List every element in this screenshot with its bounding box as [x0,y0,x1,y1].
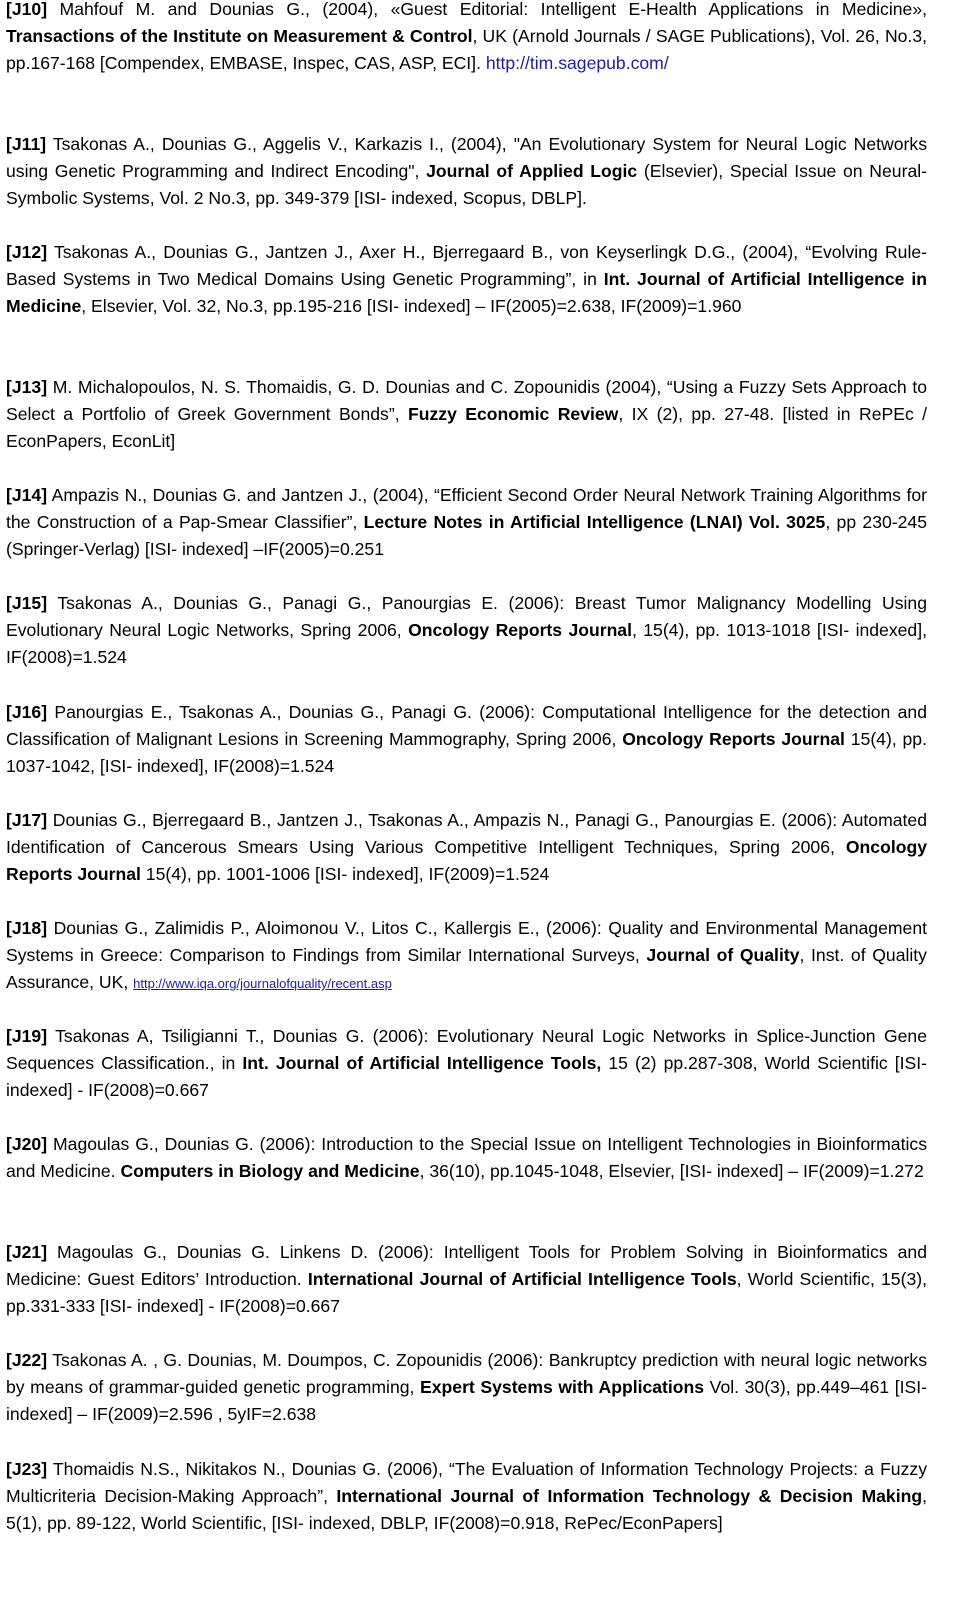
reference-text: Tsakonas A., Dounias G., Jantzen J., Axer H., Bjerregaard B., von Keyserlingk D.G., (2004), “Evolving Rule-Based Systems in Two Medical Domains Using Genetic Programming”, in [6,242,927,290]
reference-entry [6,699,927,780]
reference-entry [6,131,927,212]
reference-text: , World Scientific, 15(3), pp.331-333 [ISI- indexed] - IF(2008)=0.667 [6,1269,927,1317]
journal-title: International Journal of Artificial Intelligence Tools [307,1269,737,1290]
reference-text: Magoulas G., Dounias G. Linkens D. (2006): Intelligent Tools for Problem Solving in Bioinformatics and Medicine: Guest Editors’ Introduction. [6,1242,927,1290]
reference-entry [6,807,927,888]
journal-title: Int. Journal of Artificial Intelligence in Medicine [6,269,928,317]
reference-text: , pp 230-245 (Springer-Verlag) [ISI- indexed] –IF(2005)=0.251 [6,512,927,560]
journal-title: Fuzzy Economic Review [407,404,619,425]
journal-title: International Journal of Information Technology & Decision Making [336,1486,923,1507]
reference-entry [6,590,927,671]
reference-id: [J10] [6,0,48,19]
reference-entry [6,0,927,77]
reference-text: , Elsevier, Vol. 32, No.3, pp.195-216 [ISI- indexed] – IF(2005)=2.638, IF(2009)=1.960 [81,296,742,317]
reference-id: [J14] [6,485,48,505]
reference-text: Thomaidis N.S., Nikitakos N., Dounias G. (2006), “The Evaluation of Information Technology Projects: a Fuzzy Multicriteria Decision-Making Approach”, [6,1459,927,1507]
reference-text: 15 (2) pp.287-308, World Scientific [ISI- indexed] - IF(2008)=0.667 [6,1053,927,1101]
reference-id: [J11] [6,134,47,154]
reference-id: [J13] [6,377,48,397]
journal-title: Oncology Reports Journal [6,837,927,885]
journal-title: Computers in Biology and Medicine [120,1161,420,1182]
reference-entry [6,1239,927,1320]
reference-entry [6,1131,927,1185]
reference-entry [6,374,927,455]
reference-text: 15(4), pp. 1001-1006 [ISI- indexed], IF(2009)=1.524 [140,864,550,885]
journal-title: Oncology Reports Journal [622,729,845,750]
reference-id: [J17] [6,810,48,830]
reference-id: [J16] [6,702,48,722]
reference-link[interactable]: http://tim.sagepub.com/ [485,53,669,74]
reference-text: Vol. 30(3), pp.449–461 [ISI- indexed] – IF(2009)=2.596 , 5yIF=2.638 [6,1377,928,1425]
reference-text: Tsakonas A. , G. Dounias, M. Doumpos, C. Zopounidis (2006): Bankruptcy prediction with neural logic networks by means of grammar-guided genetic programming, [6,1350,927,1398]
reference-text: Tsakonas A., Dounias G., Panagi G., Panourgias E. (2006): Breast Tumor Malignancy Modelling Using Evolutionary Neural Logic Networks, Spring 2006, [6,593,927,641]
reference-entry [6,1456,927,1537]
journal-title: Journal of Quality [646,945,800,966]
reference-id: [J22] [6,1350,48,1370]
reference-text: Magoulas G., Dounias G. (2006): Introduction to the Special Issue on Intelligent Technologies in Bioinformatics and Medicine. [6,1134,927,1182]
reference-text: Panourgias E., Tsakonas A., Dounias G., Panagi G. (2006): Computational Intelligence for the detection and Classification of Malignant Lesions in Screening Mammography, Spring 2006, [6,702,927,750]
reference-link[interactable]: http://www.iqa.org/journalofquality/recent.asp [133,976,392,992]
reference-id: [J21] [6,1242,48,1262]
reference-entry [6,1023,927,1104]
journal-title: Journal of Applied Logic [426,161,638,182]
reference-text: , UK (Arnold Journals / SAGE Publications), Vol. 26, No.3, pp.167-168 [Compendex, EMBASE, Inspec, CAS, ASP, ECI]. [6,26,927,74]
reference-entry [6,482,927,563]
reference-id: [J23] [6,1459,48,1479]
journal-title: Transactions of the Institute on Measurement & Control [6,26,473,47]
reference-text: Tsakonas A., Dounias G., Aggelis V., Karkazis I., (2004), "An Evolutionary System for Neural Logic Networks using Genetic Programming and Indirect Encoding", [6,134,927,182]
reference-id: [J18] [6,918,48,938]
reference-text: , IX (2), pp. 27-48. [listed in RePEc / EconPapers, EconLit] [6,404,928,452]
journal-title: Lecture Notes in Artificial Intelligence (LNAI) Vol. 3025 [363,512,826,533]
reference-text: (Elsevier), Special Issue on Neural-Symbolic Systems, Vol. 2 No.3, pp. 349-379 [ISI- indexed, Scopus, DBLP]. [6,161,927,209]
reference-id: [J19] [6,1026,48,1046]
reference-id: [J20] [6,1134,48,1154]
reference-text: , Inst. of Quality Assurance, UK, [6,945,927,993]
reference-text: , 5(1), pp. 89-122, World Scientific, [ISI- indexed, DBLP, IF(2008)=0.918, RePec/EconPapers] [6,1486,927,1534]
reference-entry [6,1347,927,1428]
reference-entry [6,915,927,997]
reference-text: Dounias G., Bjerregaard B., Jantzen J., Tsakonas A., Ampazis N., Panagi G., Panourgias E. (2006): Automated Identification of Cancerous Smears Using Various Competitive Intelligent Techniques, Spring 2006, [6,810,927,858]
reference-text: M. Michalopoulos, N. S. Thomaidis, G. D. Dounias and C. Zopounidis (2004), “Using a Fuzzy Sets Approach to Select a Portfolio of Greek Government Bonds”, [6,377,927,425]
journal-title: Int. Journal of Artificial Intelligence Tools, [242,1053,602,1074]
reference-text: 15(4), pp. 1037-1042, [ISI- indexed], IF(2008)=1.524 [6,729,927,777]
reference-text: Mahfouf M. and Dounias G., (2004), «Guest Editorial: Intelligent E-Health Applications in Medicine», [47,0,927,19]
reference-text: Tsakonas A, Tsiligianni T., Dounias G. (2006): Evolutionary Neural Logic Networks in Splice-Junction Gene Sequences Classification., in [6,1026,927,1074]
reference-id: [J12] [6,242,48,262]
reference-id: [J15] [6,593,48,613]
journal-title: Oncology Reports Journal [408,620,632,641]
reference-text: , 36(10), pp.1045-1048, Elsevier, [ISI- indexed] – IF(2009)=1.272 [419,1161,924,1182]
reference-entry [6,239,927,320]
reference-text: Ampazis N., Dounias G. and Jantzen J., (2004), “Efficient Second Order Neural Network Training Algorithms for the Construction of a Pap-Smear Classifier”, [6,485,927,533]
journal-title: Expert Systems with Applications [420,1377,705,1398]
reference-text: , 15(4), pp. 1013-1018 [ISI- indexed], IF(2008)=1.524 [6,620,927,668]
reference-text: Dounias G., Zalimidis P., Aloimonou V., Litos C., Kallergis E., (2006): Quality and Environmental Management Systems in Greece: Comparison to Findings from Similar International Surveys, [6,918,927,966]
